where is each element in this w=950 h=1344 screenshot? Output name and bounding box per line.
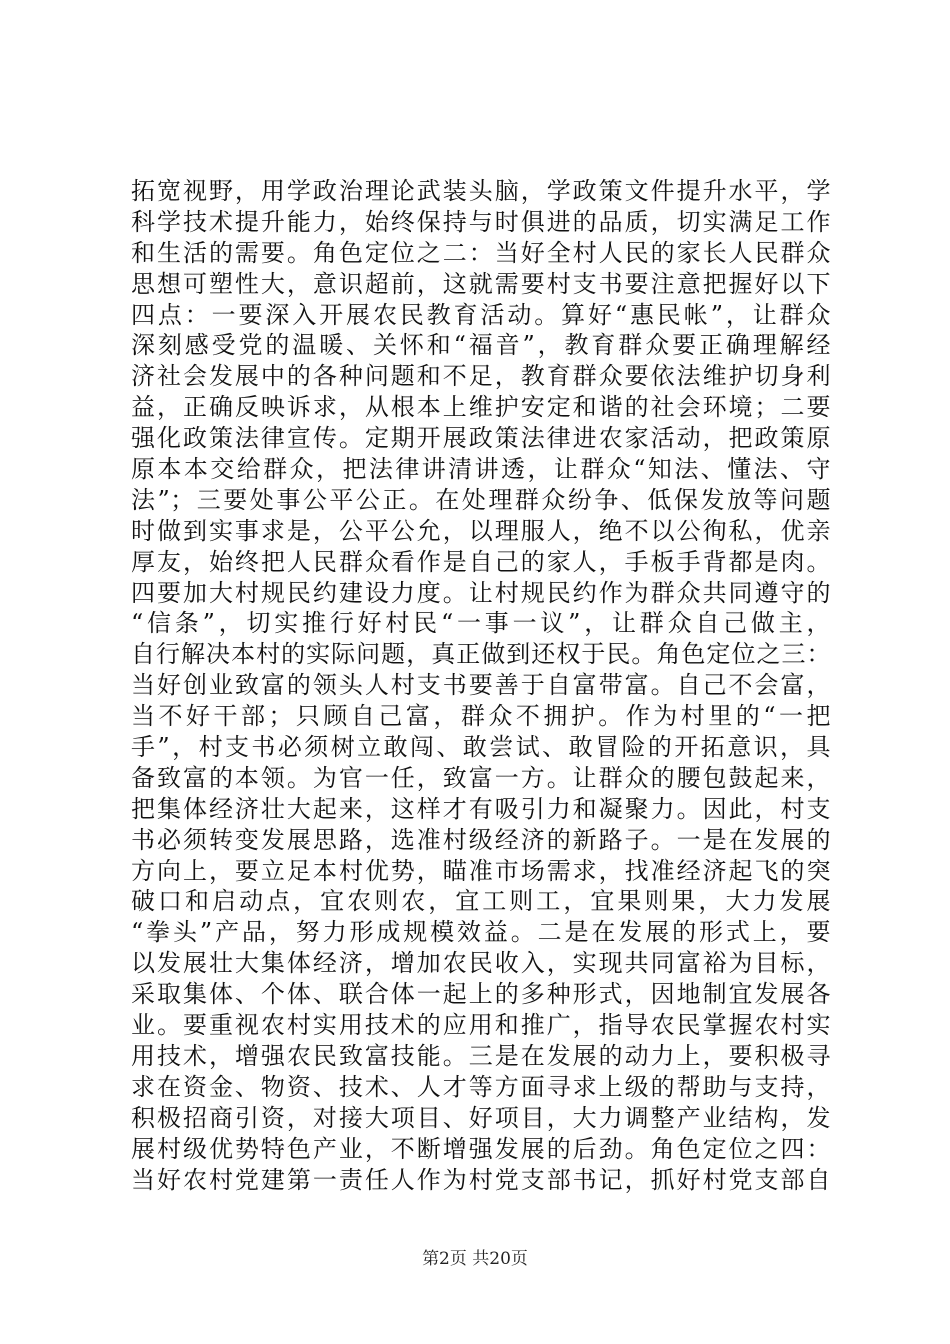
text-line: 强化政策法律宣传。定期开展政策法律进农家活动，把政策原 [131,424,831,453]
text-line: 拓宽视野，用学政治理论武装头脑，学政策文件提升水平，学 [131,177,831,205]
text-line: 手”，村支书必须树立敢闯、敢尝试、敢冒险的开拓意识，具 [131,733,831,762]
text-line: 破口和启动点，宜农则农，宜工则工，宜果则果，大力发展 [131,887,831,916]
text-line: 济社会发展中的各种问题和不足，教育群众要依法维护切身利 [131,362,831,391]
text-line: 科学技术提升能力，始终保持与时俱进的品质，切实满足工作 [131,207,831,236]
text-line: 业。要重视农村实用技术的应用和推广，指导农民掌握农村实 [131,1011,831,1040]
text-line: 深刻感受党的温暖、关怀和“福音”，教育群众要正确理解经 [131,331,831,360]
text-line: 厚友，始终把人民群众看作是自己的家人，手板手背都是肉。 [131,547,831,576]
text-line: “拳头”产品，努力形成规模效益。二是在发展的形式上，要 [131,918,831,947]
body-text [131,176,831,1195]
text-line: 当好农村党建第一责任人作为村党支部书记，抓好村党支部自 [131,1165,831,1194]
text-line: 求在资金、物资、技术、人才等方面寻求上级的帮助与支持， [131,1072,831,1101]
page-number-footer: 第2页 共20页 [422,1249,528,1269]
text-line: 采取集体、个体、联合体一起上的多种形式，因地制宜发展各 [131,980,831,1009]
text-line: 方向上，要立足本村优势，瞄准市场需求，找准经济起飞的突 [131,856,831,885]
text-line: 四点：一要深入开展农民教育活动。算好“惠民帐”，让群众 [131,300,831,329]
text-line: 法”；三要处事公平公正。在处理群众纷争、低保发放等问题 [131,485,831,514]
text-line: 备致富的本领。为官一任，致富一方。让群众的腰包鼓起来， [131,763,831,792]
text-line: 和生活的需要。角色定位之二：当好全村人民的家长人民群众 [131,238,831,267]
text-line: 时做到实事求是，公平公允，以理服人，绝不以公徇私，优亲 [131,516,831,545]
text-line: 当不好干部；只顾自己富，群众不拥护。作为村里的“一把 [131,702,831,731]
text-line: 当好创业致富的领头人村支书要善于自富带富。自己不会富， [131,671,831,700]
text-line: 原本本交给群众，把法律讲清讲透，让群众“知法、懂法、守 [131,455,831,484]
text-line: 自行解决本村的实际问题，真正做到还权于民。角色定位之三： [131,640,831,669]
text-line: 四要加大村规民约建设力度。让村规民约作为群众共同遵守的 [131,578,831,607]
text-line: 以发展壮大集体经济，增加农民收入，实现共同富裕为目标， [131,949,831,978]
text-line: “信条”，切实推行好村民“一事一议”，让群众自己做主， [131,609,831,638]
text-line: 积极招商引资，对接大项目、好项目，大力调整产业结构，发 [131,1103,831,1132]
text-line: 书必须转变发展思路，选准村级经济的新路子。一是在发展的 [131,825,831,854]
text-line: 思想可塑性大，意识超前，这就需要村支书要注意把握好以下 [131,269,831,298]
text-line: 把集体经济壮大起来，这样才有吸引力和凝聚力。因此，村支 [131,794,831,823]
text-line: 益，正确反映诉求，从根本上维护安定和谐的社会环境；二要 [131,393,831,422]
text-line: 用技术，增强农民致富技能。三是在发展的动力上，要积极寻 [131,1041,831,1070]
text-line: 展村级优势特色产业，不断增强发展的后劲。角色定位之四： [131,1134,831,1163]
